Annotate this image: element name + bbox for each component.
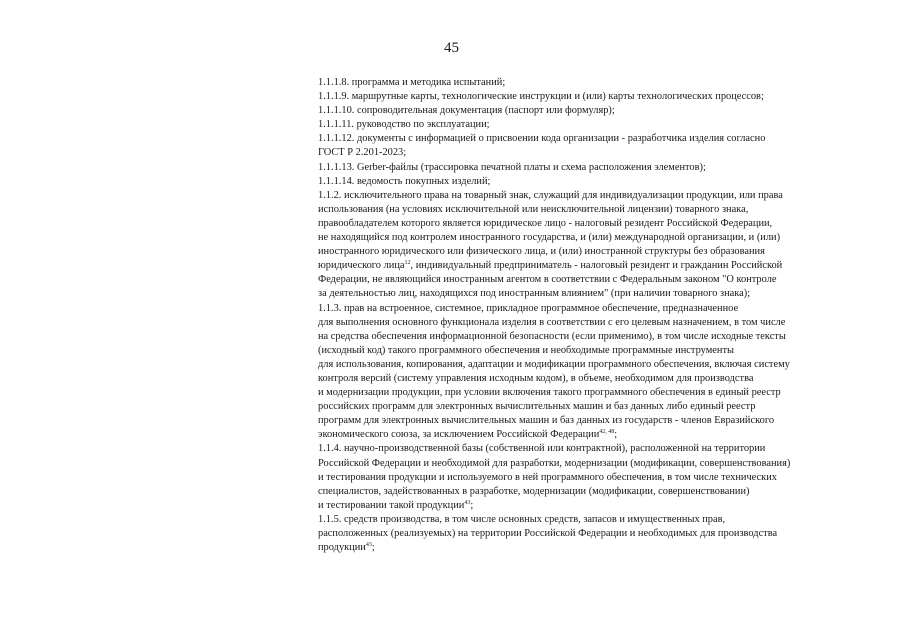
text-line (318, 146, 858, 160)
line-text: 1.1.3. прав на встроенное, системное, прикладное программное обеспечение, предназначенное (318, 302, 739, 314)
text-line (318, 527, 858, 541)
footnote-ref: 43 (464, 499, 471, 506)
footnote-ref: 12 (404, 260, 411, 267)
line-text-continued: ; (470, 499, 474, 511)
line-text: ГОСТ Р 2.201-2023; (318, 147, 407, 159)
footnote-ref: 42, 48 (599, 429, 615, 436)
line-text: на средства обеспечения информационной безопасности (если применимо), в том числе исходные тексты (318, 330, 786, 342)
text-line (318, 541, 858, 555)
text-line (318, 161, 858, 175)
text-line (318, 231, 858, 245)
line-text: контроля версий (систему управления исходным кодом), в объеме, необходимом для производства (318, 372, 754, 384)
text-line (318, 90, 858, 104)
line-text: 1.1.1.10. сопроводительная документация (паспорт или формуляр); (318, 105, 615, 117)
text-line (318, 485, 858, 499)
text-line (318, 358, 858, 372)
line-text: 1.1.5. средств производства, в том числе основных средств, запасов и имущественных прав, (318, 513, 726, 525)
line-text: 1.1.1.9. маршрутные карты, технологические инструкции и (или) карты технологических процессов; (318, 91, 764, 103)
line-text: экономического союза, за исключением Российской Федерации (318, 429, 600, 441)
line-text: 1.1.1.13. Gerber-файлы (трассировка печатной платы и схема расположения элементов); (318, 161, 706, 173)
line-text: за деятельностью лиц, находящихся под иностранным влиянием" (при наличии товарного знака); (318, 288, 751, 300)
text-line (318, 372, 858, 386)
footnote-ref: 43 (365, 542, 372, 549)
text-line (318, 414, 858, 428)
text-line (318, 259, 858, 273)
text-line (318, 175, 858, 189)
document-body (318, 76, 858, 555)
line-text-continued: , индивидуальный предприниматель - налоговый резидент и гражданин Российской (410, 260, 783, 272)
line-text: расположенных (реализуемых) на территории Российской Федерации и необходимых для производства (318, 528, 778, 539)
line-text: для использования, копирования, адаптации и модификации программного обеспечения, включая систему (318, 358, 790, 370)
text-line (318, 499, 858, 513)
text-line (318, 118, 858, 132)
text-line (318, 245, 858, 259)
line-text: 1.1.1.11. руководство по эксплуатации; (318, 119, 490, 131)
line-text: использования (на условиях исключительной или неисключительной лицензии) товарного знака, (318, 203, 749, 215)
line-text-continued: ; (371, 542, 375, 554)
line-text: юридического лица (318, 260, 405, 272)
text-line (318, 471, 858, 485)
text-line (318, 302, 858, 316)
line-text: и модернизации продукции, при условии включения такого программного обеспечения в единый реестр (318, 387, 781, 399)
text-line (318, 457, 858, 471)
text-line (318, 400, 858, 414)
text-line (318, 316, 858, 330)
line-text: 1.1.1.12. документы с информацией о присвоении кода организации - разработчика изделия согласно (318, 133, 766, 145)
text-line (318, 513, 858, 527)
text-line (318, 428, 858, 442)
line-text: программ для электронных вычислительных машин и баз данных из государств - членов Евразийского (318, 415, 775, 427)
text-line (318, 76, 858, 90)
text-line (318, 203, 858, 217)
line-text: 1.1.4. научно-производственной базы (собственной или контрактной), расположенной на территории (318, 443, 766, 455)
page-number-text: 45 (444, 40, 459, 56)
text-line (318, 386, 858, 400)
line-text: для выполнения основного функционала изделия в соответствии с его целевым назначением, в том числе (318, 316, 786, 328)
text-line (318, 273, 858, 287)
text-line (318, 442, 858, 456)
line-text: 1.1.1.14. ведомость покупных изделий; (318, 175, 491, 187)
line-text: иностранного юридического или физического лица, и (или) иностранной структуры без образования (318, 246, 765, 258)
line-text: (исходный код) такого программного обеспечения и необходимые программные инструменты (318, 344, 734, 356)
line-text: правообладателем которого является юридическое лицо - налоговый резидент Российской Федерации, (318, 217, 773, 229)
line-text: и тестирования продукции и используемого в ней программного обеспечения, в том числе технических (318, 471, 777, 483)
line-text: Федерации, не являющийся иностранным агентом в соответствии с Федеральным законом "О контроле (318, 274, 777, 286)
page-number (0, 40, 904, 57)
line-text-continued: ; (614, 429, 618, 441)
line-text: продукции (318, 542, 366, 554)
text-line (318, 189, 858, 203)
line-text: 1.1.1.8. программа и методика испытаний; (318, 77, 506, 88)
line-text: Российской Федерации и необходимой для разработки, модернизации (модификации, совершенствования) (318, 457, 791, 469)
text-line (318, 217, 858, 231)
line-text: российских программ для электронных вычислительных машин и баз данных либо единый реестр (318, 401, 756, 413)
text-line (318, 104, 858, 118)
line-text: не находящийся под контролем иностранного государства, и (или) международной организации, и (или) (318, 232, 781, 244)
line-text: специалистов, задействованных в разработке, модернизации (модификации, совершенствовании) (318, 485, 750, 497)
line-text: 1.1.2. исключительного права на товарный знак, служащий для индивидуализации продукции, или права (318, 189, 783, 201)
text-line (318, 344, 858, 358)
text-line (318, 132, 858, 146)
line-text: и тестировании такой продукции (318, 499, 465, 511)
text-line (318, 330, 858, 344)
text-line (318, 287, 858, 301)
